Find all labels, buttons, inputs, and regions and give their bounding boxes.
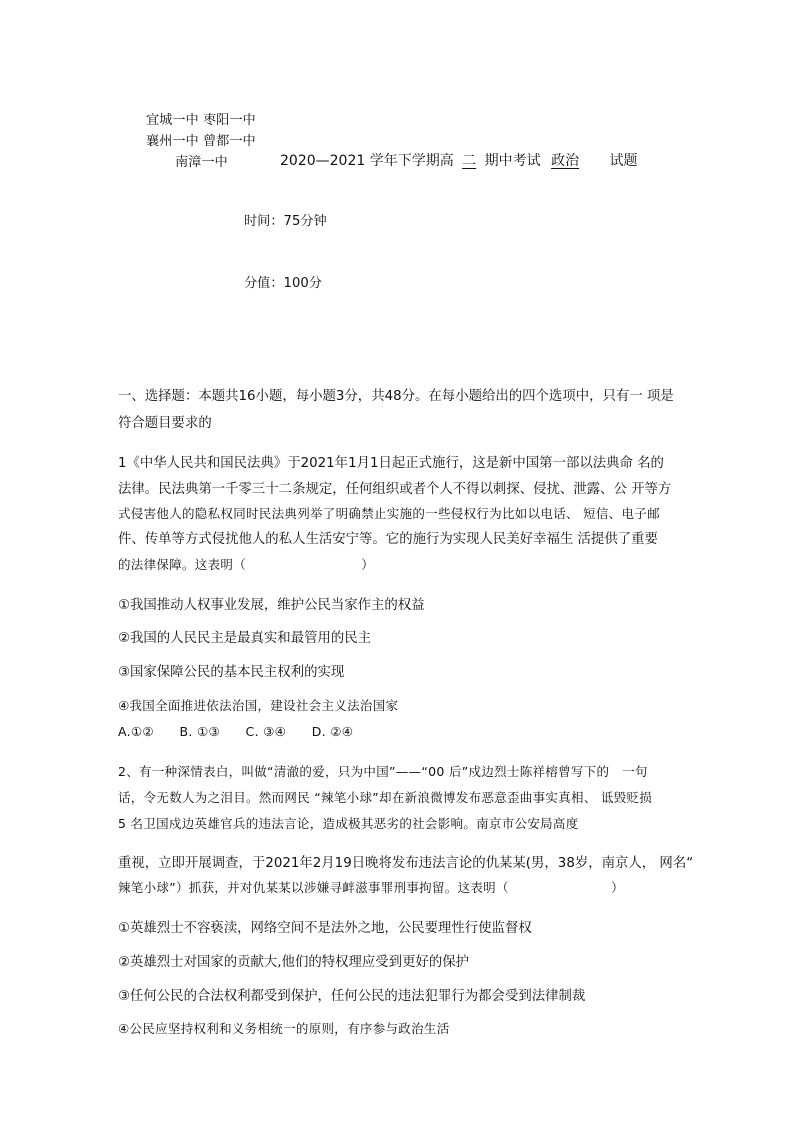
q2-option-2: ②英雄烈士对国家的贡献大,他们的特权理应受到更好的保护 [118,955,470,970]
exam-score: 分值：100分 [244,276,322,291]
q1-option-1: ①我国推动人权事业发展，维护公民当家作主的权益 [118,598,425,613]
q1-answers: A.①② B. ①③ C. ③④ D. ②④ [118,724,354,739]
exam-grade: 二 [462,153,477,169]
schools-line-2: 襄州一中 曾都一中 [146,134,256,149]
section-intro-line-1: 一、选择题：本题共16小题，每小题3分，共48分。在每小题给出的四个选项中，只有一 项是 [118,389,674,404]
section-intro-line-2: 符合题目要求的 [118,416,212,431]
q1-option-4: ④我国全面推进依法治国，建设社会主义法治国家 [118,698,399,713]
q2-stem-line-5: 辣笔小球”）抓获，并对仇某某以涉嫌寻衅滋事罪刑事拘留。这表明（ ） [118,880,624,895]
schools-line-1: 宜城一中 枣阳一中 [146,113,256,128]
q1-stem-line-3: 式侵害他人的隐私权同时民法典列举了明确禁止实施的一些侵权行为比如以电话、 短信、电子邮 [118,506,660,521]
schools-line-3: 南漳一中 [175,155,228,170]
q2-stem-line-3: 5 名卫国戍边英雄官兵的违法言论，造成极其恶劣的社会影响。南京市公安局高度 [118,816,579,831]
exam-time: 时间：75分钟 [244,214,327,229]
q1-stem-line-2: 法律。民法典第一千零三十二条规定，任何组织或者个人不得以刺探、侵扰、泄露、公 开等方 [118,482,672,497]
q2-stem-line-4: 重视，立即开展调查，于2021年2月19日晚将发布违法言论的仇某某(男，38岁，南京人， 网名“ [118,856,694,871]
exam-suffix: 试题 [609,153,638,169]
exam-title [280,150,638,170]
q2-option-3: ③任何公民的合法权利都受到保护，任何公民的违法犯罪行为都会受到法律制裁 [118,989,586,1004]
q2-option-1: ①英雄烈士不容亵渎，网络空间不是法外之地，公民要理性行使监督权 [118,921,532,936]
q1-stem-line-4: 件、传单等方式侵扰他人的私人生活安宁等。它的施行为实现人民美好幸福生 活提供了重要 [118,532,658,547]
q2-stem-line-2: 话，令无数人为之泪目。然而网民 “辣笔小球”却在新浪微博发布恶意歪曲事实真相、 诋毁贬损 [118,790,653,805]
q1-option-3: ③国家保障公民的基本民主权利的实现 [118,665,345,680]
q2-stem-line-1: 2、有一种深情表白，叫做“清澈的爱，只为中国”——“00 后”戍边烈士陈祥榕曾写下的 一句 [118,764,648,779]
q1-stem-line-1: 1《中华人民共和国民法典》于2021年1月1日起正式施行，这是新中国第一部以法典命 名的 [118,456,664,471]
q2-option-4: ④公民应坚持权利和义务相统一的原则，有序参与政治生活 [118,1021,450,1036]
exam-year: 2020—2021 学年下学期高 [280,153,454,169]
exam-subject: 政治 [551,153,580,169]
q1-stem-line-5: 的法律保障。这表明（ ） [118,557,375,572]
q1-option-2: ②我国的人民民主是最真实和最管用的民主 [118,631,372,646]
exam-type: 期中考试 [484,153,541,169]
